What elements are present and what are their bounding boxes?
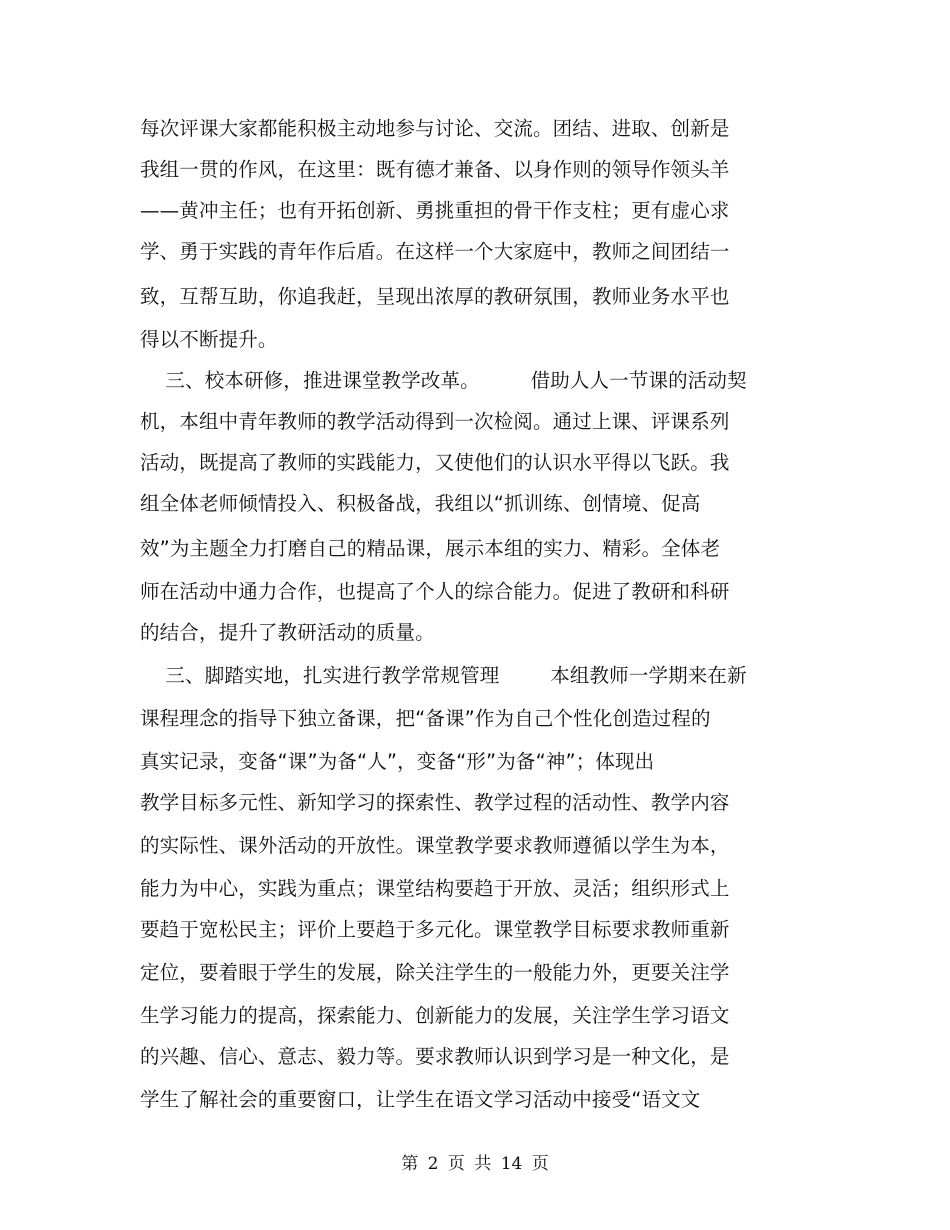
text-line: 定位，要着眼于学生的发展，除关注学生的一般能力外，更要关注学	[140, 961, 730, 984]
section-heading-line: 三、脚踏实地，扎实进行教学常规管理 本组教师一学期来在新	[140, 664, 747, 687]
text-line: 要趋于宽松民主；评价上要趋于多元化。课堂教学目标要求教师重新	[140, 918, 730, 941]
text-line: 能力为中心，实践为重点；课堂结构要趋于开放、灵活；组织形式上	[140, 877, 730, 900]
text-line: 师在活动中通力合作，也提高了个人的综合能力。促进了教研和科研	[140, 580, 730, 603]
text-line: 我组一贯的作风，在这里：既有德才兼备、以身作则的领导作领头羊	[140, 158, 730, 181]
text-line: 学、勇于实践的青年作后盾。在这样一个大家庭中，教师之间团结一	[140, 240, 730, 263]
text-line: 教学目标多元性、新知学习的探索性、教学过程的活动性、教学内容	[140, 791, 730, 814]
text-line: 每次评课大家都能积极主动地参与讨论、交流。团结、进取、创新是	[140, 117, 730, 140]
text-line: 的实际性、课外活动的开放性。课堂教学要求教师遵循以学生为本，	[140, 834, 730, 857]
text-line: 课程理念的指导下独立备课，把“备课”作为自己个性化创造过程的	[140, 707, 711, 730]
text-line: 机，本组中青年教师的教学活动得到一次检阅。通过上课、评课系列	[140, 410, 730, 433]
text-line: 组全体老师倾情投入、积极备战，我组以“抓训练、创情境、促高	[140, 492, 701, 515]
text-line: 效”为主题全力打磨自己的精品课，展示本组的实力、精彩。全体老	[140, 537, 721, 560]
text-line: 得以不断提升。	[140, 328, 278, 351]
text-line: 生学习能力的提高，探索能力、创新能力的发展，关注学生学习语文	[140, 1004, 730, 1027]
text-line: 的结合，提升了教研活动的质量。	[140, 621, 435, 644]
text-line: 学生了解社会的重要窗口，让学生在语文学习活动中接受“语文文	[140, 1088, 701, 1111]
text-line: ——黄冲主任；也有开拓创新、勇挑重担的骨干作支柱；更有虚心求	[140, 199, 730, 222]
text-line: 真实记录，变备“课”为备“人”，变备“形”为备“神”；体现出	[140, 750, 655, 773]
text-line: 的兴趣、信心、意志、毅力等。要求教师认识到学习是一种文化，是	[140, 1045, 730, 1068]
section-heading-line: 三、校本研修，推进课堂教学改革。 借助人人一节课的活动契	[140, 369, 747, 392]
text-line: 活动，既提高了教师的实践能力，又使他们的认识水平得以飞跃。我	[140, 451, 730, 474]
text-line: 致，互帮互助，你追我赶，呈现出浓厚的教研氛围，教师业务水平也	[140, 285, 730, 308]
page-number-footer: 第 2 页 共 14 页	[401, 1154, 549, 1174]
